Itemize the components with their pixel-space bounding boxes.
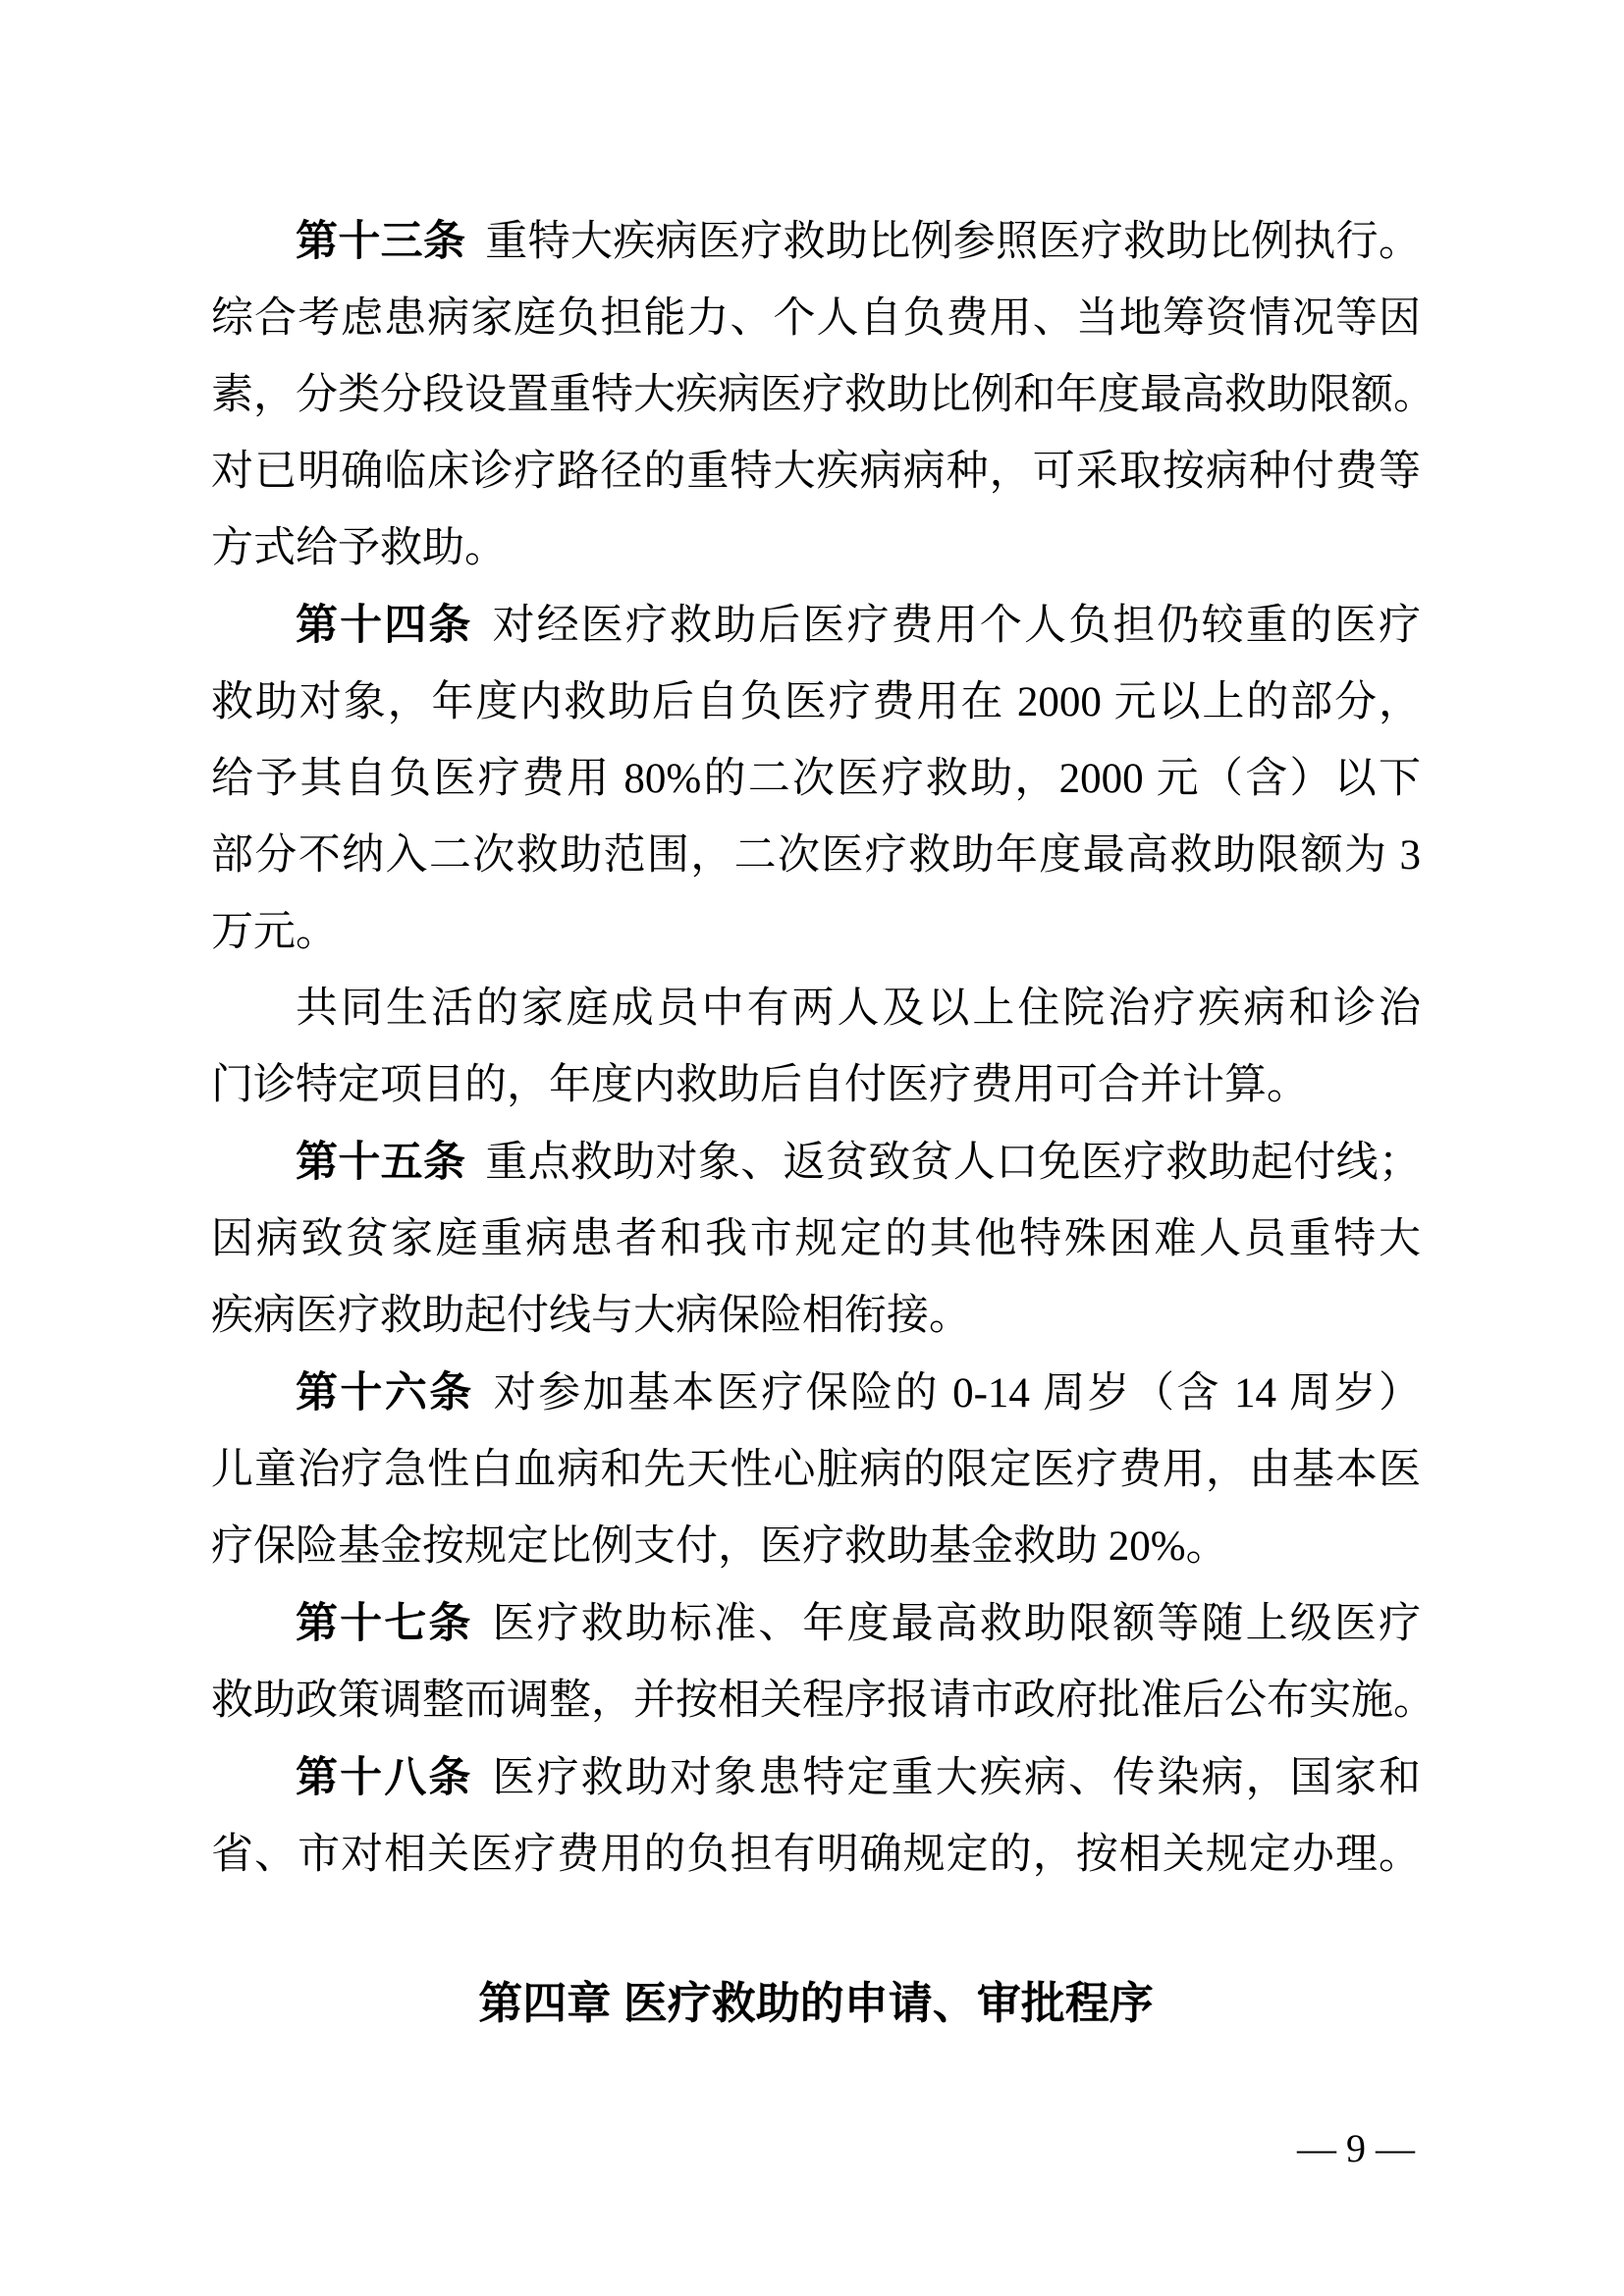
body-text-run: 对参加基本医疗保险的 0-14 周岁（含 14 周岁） [493,1370,1421,1416]
body-text-run: 门诊特定项目的，年度内救助后自付医疗费用可合并计算。 [211,1062,1309,1108]
body-text-run: 疗保险基金按规定比例支付，医疗救助基金救助 20%。 [211,1523,1228,1570]
body-line [211,665,1421,741]
page-number: — 9 — [1297,2126,1415,2170]
body-text-run: 因病致贫家庭重病患者和我市规定的其他特殊困难人员重特大 [211,1216,1421,1262]
body-line [211,1124,1421,1201]
body-text-run: 给予其自负医疗费用 80%的二次医疗救助，2000 元（含）以下 [211,756,1421,802]
chapter-heading: 第四章 医疗救助的申请、审批程序 [478,1978,1154,2028]
body-line [211,510,1421,587]
body-line [211,203,1421,281]
article-number-run: 第十七条 [296,1600,473,1647]
body-text-run: 方式给予救助。 [211,525,507,571]
body-line [211,587,1421,665]
body-line [211,971,1421,1047]
body-text-run: 省、市对相关医疗费用的负担有明确规定的，按相关规定办理。 [211,1832,1421,1878]
document-body [211,203,1435,2173]
body-line [211,357,1435,434]
body-line [211,1201,1421,1278]
body-line [211,1432,1421,1509]
body-text-run: 医疗救助对象患特定重大疾病、传染病，国家和 [492,1755,1421,1801]
body-text-run: 素，分类分段设置重特大疾病医疗救助比例和年度最高救助限额。 [211,372,1435,418]
body-line [211,1047,1421,1124]
article-number-run: 第十五条 [296,1139,466,1186]
body-line [211,1817,1421,1894]
body-text-run: 救助对象，年度内救助后自负医疗费用在 2000 元以上的部分， [211,679,1421,725]
body-text-run: 医疗救助标准、年度最高救助限额等随上级医疗 [492,1601,1421,1647]
article-number-run: 第十四条 [296,602,473,649]
body-line [211,894,1421,971]
body-lines [211,203,1435,1894]
body-text-run: 儿童治疗急性白血病和先天性心脏病的限定医疗费用，由基本医 [211,1447,1421,1493]
body-text-run: 重点救助对象、返贫致贫人口免医疗救助起付线； [485,1140,1422,1186]
body-line [211,741,1421,818]
body-line [211,434,1421,510]
article-number-run: 第十八条 [296,1754,473,1801]
body-text-run: 共同生活的家庭成员中有两人及以上住院治疗疾病和诊治 [296,986,1421,1032]
body-line [211,1585,1421,1663]
body-text-run: 疾病医疗救助起付线与大病保险相衔接。 [211,1293,971,1339]
body-text-run: 重特大疾病医疗救助比例参照医疗救助比例执行。 [485,219,1422,265]
body-text-run: 对经医疗救助后医疗费用个人负担仍较重的医疗 [492,603,1421,649]
body-line [211,818,1421,894]
article-number-run: 第十三条 [296,218,466,265]
body-line [211,281,1421,357]
body-text-run: 对已明确临床诊疗路径的重特大疾病病种，可采取按病种付费等 [211,449,1421,495]
body-text-run: 万元。 [211,909,338,955]
body-line [211,1663,1435,1739]
body-line [211,1509,1421,1585]
body-line [211,1355,1421,1432]
body-text-run: 部分不纳入二次救助范围，二次医疗救助年度最高救助限额为 3 [211,832,1421,879]
body-text-run: 救助政策调整而调整，并按相关程序报请市政府批准后公布实施。 [211,1678,1435,1724]
body-text-run: 综合考虑患病家庭负担能力、个人自负费用、当地筹资情况等因 [211,295,1421,342]
body-line [211,1278,1421,1355]
article-number-run: 第十六条 [296,1369,474,1416]
body-line [211,1739,1421,1817]
